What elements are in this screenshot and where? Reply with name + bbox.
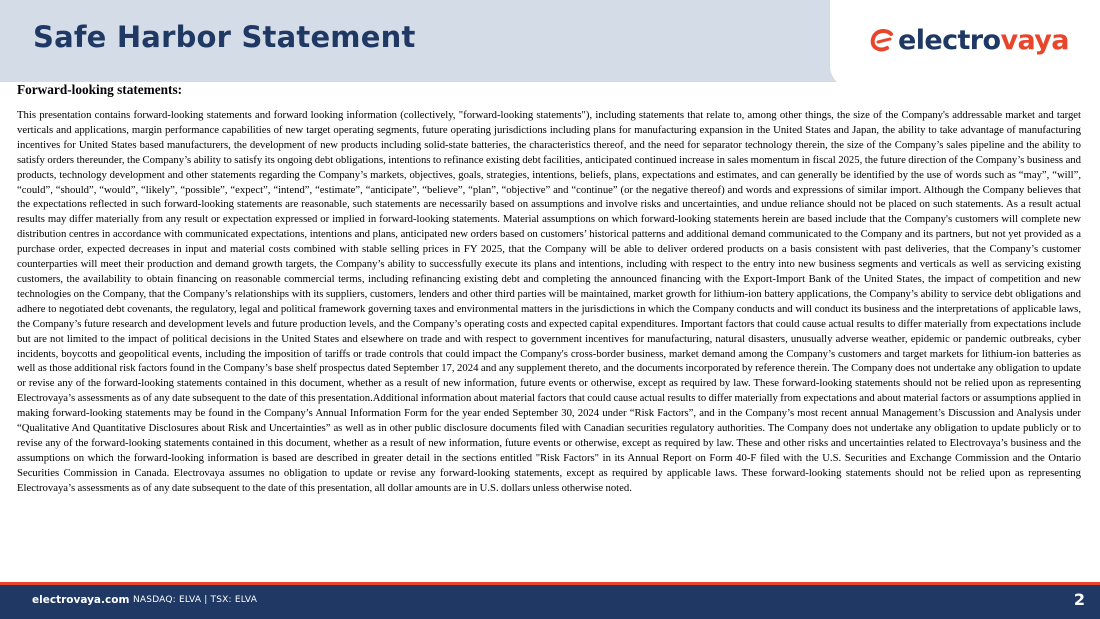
page-title: Safe Harbor Statement xyxy=(33,20,416,54)
footer-domain: electrovaya.com xyxy=(32,594,130,606)
footer-bar xyxy=(0,582,1100,619)
electrovaya-swoosh-icon xyxy=(870,28,896,54)
logo-container xyxy=(830,0,1100,88)
footer-ticker: NASDAQ: ELVA | TSX: ELVA xyxy=(133,595,258,605)
electrovaya-logo xyxy=(870,25,1069,57)
logo-text-electro: electro xyxy=(898,25,1001,56)
logo-text-vaya: vaya xyxy=(1000,25,1069,56)
page-number: 2 xyxy=(1073,590,1085,609)
section-heading: Forward-looking statements: xyxy=(17,82,183,97)
footer-accent-line xyxy=(0,582,1100,585)
body-paragraph: This presentation contains forward-looking statements and forward looking information (collectively, "forward-looking statements"), including statements that relate to, among other things, the size of the Company's addressable market and target verticals and applications, margin performance capabilities of new target operating segments, future operating jurisdictions including plans for manufacturing expansion in the United States and Japan, the ability to take advantage of manufacturing incentives for United States based manufacturers, the development of new products including solid-state batteries, the characteristics thereof, and the need for separator technology therein, the size of the Company’s sales pipeline and the ability to satisfy orders thereunder, the Company’s ability to satisfy its ongoing debt obligations, intentions to refinance existing debt facilities, anticipated continued increase in sales momentum in fiscal 2025, the future direction of the Company’s business and products, technology development and other statements regarding the Company’s markets, objectives, goals, strategies, intentions, beliefs, plans, expectations and estimates, and can generally be identified by the use of words such as “may”, “will”, “could”, “should”, “would”, “likely”, “possible”, “expect”, “intend”, “estimate”, “anticipate”, “believe”, “plan”, “objective” and “continue” (or the negative thereof) and words and expressions of similar import. Although the Company believes that the expectations reflected in such forward-looking statements are reasonable, such statements are necessarily based on assumptions and involve risks and uncertainties, and undue reliance should not be placed on such statements. As a result actual results may differ materially from any result or expectation expressed or implied in forward-looking statements. Material assumptions on which forward-looking statements herein are based include that the Company's customers will complete new distribution centres in accordance with communicated expectations, intentions and plans, anticipated new orders based on customers’ historical patterns and additional demand communicated to the Company and its partners, but not yet provided as a purchase order, expected decreases in input and material costs combined with stable selling prices in FY 2025, that the Company will be able to deliver ordered products on a basis consistent with past deliveries, that the Company’s customer counterparties will meet their production and demand growth targets, the Company’s ability to successfully execute its plans and intentions, including with respect to the entry into new business segments and verticals as well as servicing existing customers, the availability to obtain financing on reasonable commercial terms, including refinancing existing debt and completing the announced financing with the Export-Import Bank of the United States, the impact of competition and new technologies on the Company, that the Company’s relationships with its suppliers, customers, lenders and other third parties will be maintained, market growth for lithium-ion battery applications, the Company’s ability to service debt obligations and adhere to negotiated debt covenants, the regulatory, legal and political framework governing taxes and environmental matters in the jurisdictions in which the Company conducts and will conduct its business and the interpretations of applicable laws, the Company’s future research and development levels and future production levels, and the Company’s operating costs and expected capital expenditures. Important factors that could cause actual results to differ materially from expectations include but are not limited to the impact of political decisions in the United States and elsewhere on trade and with respect to government incentives for manufacturing, natural disasters, unusually adverse weather, epidemic or pandemic outbreaks, cyber incidents, boycotts and geopolitical events, including the imposition of tariffs or trade controls that could impact the Company's cross-border business, market demand among the Company’s customers and target markets for lithium-ion batteries as well as those additional risk factors found in the Company’s base shelf prospectus dated September 17, 2024 and any supplement thereto, and the documents incorporated by reference therein. The Company does not undertake any obligation to update or revise any of the forward-looking statements contained in this document, whether as a result of new information, future events or otherwise, except as required by law. These forward-looking statements should not be relied upon as representing Electrovaya’s assessments as of any date subsequent to the date of this presentation.Additional information about material factors that could cause actual results to differ materially from expectations and about material factors or assumptions applied in making forward-looking statements may be found in the Company’s Annual Information Form for the year ended September 30, 2024 under “Risk Factors”, and in the Company’s most recent annual Management’s Discussion and Analysis under “Qualitative And Quantitative Disclosures about Risk and Uncertainties” as well as in other public disclosure documents filed with Canadian securities regulatory authorities. The Company does not undertake any obligation to update publicly or to revise any of the forward-looking statements contained in this document, whether as a result of new information, future events or otherwise, except as required by law. These and other risks and uncertainties related to Electrovaya’s business and the assumptions on which the forward-looking information is based are described in greater detail in the sections entitled "Risk Factors" in its Annual Report on Form 40-F filed with the U.S. Securities and Exchange Commission and the Ontario Securities Commission in Canada. Electrovaya assumes no obligation to update or revise any forward-looking statements, except as required by applicable laws. These forward-looking statements should not be relied upon as representing Electrovaya’s assessments as of any date subsequent to the date of this presentation, all dollar amounts are in U.S. dollars unless otherwise noted. xyxy=(17,109,1081,494)
